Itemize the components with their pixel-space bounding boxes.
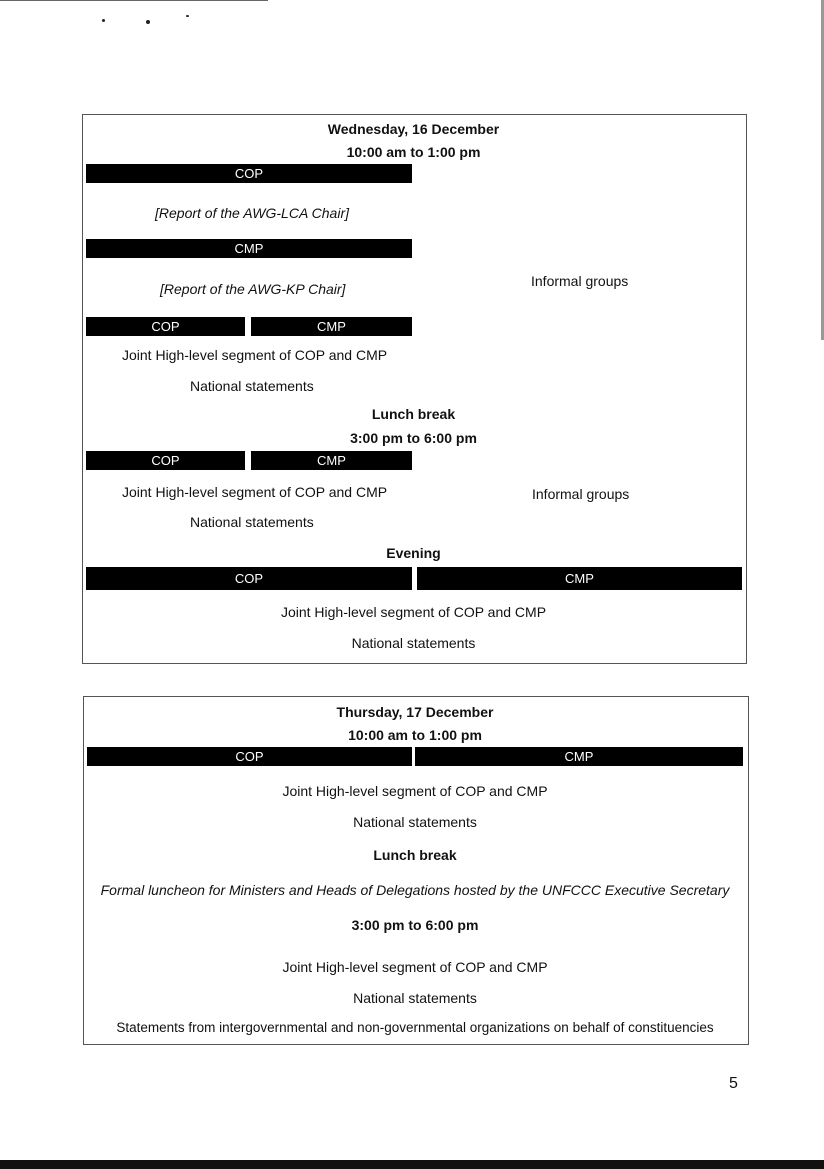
- informal-groups: Informal groups: [532, 486, 630, 502]
- national-statements: National statements: [353, 814, 477, 830]
- session-time: 10:00 am to 1:00 pm: [346, 144, 481, 160]
- cmp-bar: CMP: [251, 317, 412, 336]
- national-statements: National statements: [353, 990, 477, 1006]
- cop-bar: COP: [86, 317, 245, 336]
- lunch-break: Lunch break: [373, 847, 457, 863]
- cmp-bar: CMP: [415, 747, 743, 766]
- joint-high-level-segment: Joint High-level segment of COP and CMP: [122, 347, 388, 363]
- session-time: 3:00 pm to 6:00 pm: [351, 917, 479, 933]
- national-statements: National statements: [351, 635, 476, 651]
- joint-high-level-segment: Joint High-level segment of COP and CMP: [282, 959, 548, 975]
- formal-luncheon: Formal luncheon for Ministers and Heads of Delegations hosted by the UNFCCC Executive Secretary: [100, 882, 730, 898]
- cop-bar: COP: [86, 451, 245, 470]
- report-kp-chair: [Report of the AWG-KP Chair]: [160, 281, 346, 297]
- report-lca-chair: [Report of the AWG-LCA Chair]: [155, 205, 349, 221]
- scan-speck: [186, 15, 189, 17]
- cmp-bar: CMP: [86, 239, 412, 258]
- scan-speck: [102, 19, 105, 22]
- lunch-break: Lunch break: [371, 406, 456, 422]
- cmp-bar: CMP: [251, 451, 412, 470]
- page-number: 5: [729, 1075, 738, 1092]
- national-statements: National statements: [190, 378, 314, 394]
- cop-bar: COP: [86, 164, 412, 183]
- igo-ngo-statements: Statements from intergovernmental and non-governmental organizations on behalf of constituencies: [116, 1020, 714, 1035]
- scan-speck: [146, 20, 150, 24]
- national-statements: National statements: [190, 514, 314, 530]
- scan-edge-line: [0, 0, 268, 1]
- joint-high-level-segment: Joint High-level segment of COP and CMP: [122, 484, 388, 500]
- cmp-bar: CMP: [417, 567, 742, 590]
- scan-bottom-edge: [0, 1160, 824, 1169]
- session-time: 3:00 pm to 6:00 pm: [350, 430, 477, 446]
- cop-bar: COP: [87, 747, 412, 766]
- day-title: Wednesday, 16 December: [327, 121, 500, 137]
- informal-groups: Informal groups: [531, 273, 629, 289]
- evening-label: Evening: [386, 545, 441, 561]
- day-title: Thursday, 17 December: [336, 704, 494, 720]
- joint-high-level-segment: Joint High-level segment of COP and CMP: [282, 783, 548, 799]
- session-time: 10:00 am to 1:00 pm: [348, 727, 482, 743]
- cop-bar: COP: [86, 567, 412, 590]
- joint-high-level-segment: Joint High-level segment of COP and CMP: [280, 604, 547, 620]
